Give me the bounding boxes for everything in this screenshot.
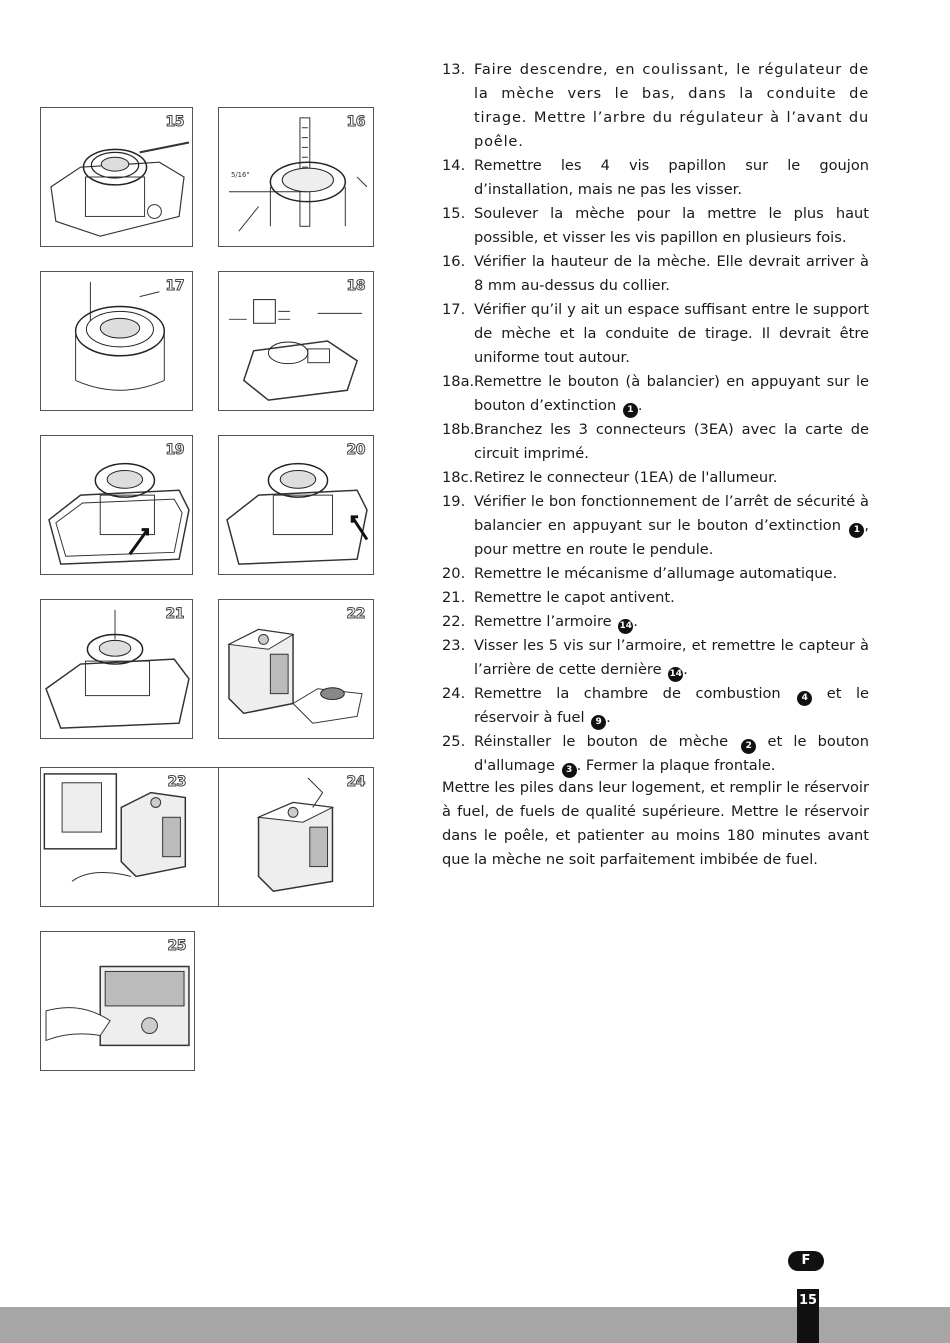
figure-number: 20	[346, 442, 365, 458]
figure-25	[40, 931, 195, 1071]
step-text-after: et le bouton d'allumage	[474, 733, 869, 774]
step-number: 22.	[442, 613, 466, 630]
step-text: Remettre le bouton (à balancier) en appuyant sur le bouton d’extinction	[474, 373, 869, 414]
step-number: 20.	[442, 565, 466, 582]
step-text: Remettre le mécanisme d’allumage automatique.	[474, 565, 838, 582]
step-text-after: .	[683, 661, 688, 678]
step-number: 25.	[442, 733, 466, 750]
step-text: Vérifier qu’il y ait un espace suffisant entre le support de mèche et la conduite de tirage. Il devrait être uniforme tout autour.	[474, 301, 869, 366]
instruction-steps	[442, 58, 869, 778]
step-text-wrap	[474, 370, 869, 418]
step-text: Réinstaller le bouton de mèche	[474, 733, 729, 750]
figure-number: 22	[346, 606, 365, 622]
step-text-wrap	[474, 610, 869, 634]
step-16	[442, 250, 869, 298]
language-badge: F	[788, 1251, 824, 1271]
step-18c	[442, 466, 869, 490]
step-14	[442, 154, 869, 202]
step-22	[442, 610, 869, 634]
step-text: Remettre l’armoire	[474, 613, 612, 630]
figure-21	[40, 599, 193, 739]
step-number: 15.	[442, 205, 466, 222]
step-number: 23.	[442, 637, 466, 654]
step-21	[442, 586, 869, 610]
step-number: 21.	[442, 589, 466, 606]
step-17	[442, 298, 869, 370]
step-text: Remettre les 4 vis papillon sur le goujon d’installation, mais ne pas les visser.	[474, 157, 869, 198]
step-23	[442, 634, 869, 682]
figure-number: 21	[165, 606, 184, 622]
step-number: 13.	[442, 61, 466, 78]
part-ref-badge: 4	[797, 691, 812, 706]
step-text: Remettre le capot antivent.	[474, 589, 675, 606]
part-ref-badge: 14	[618, 619, 633, 634]
figure-number: 24	[346, 774, 365, 790]
step-number: 19.	[442, 493, 466, 510]
step-text-after: , pour mettre en route le pendule.	[474, 517, 870, 558]
step-text: Soulever la mèche pour la mettre le plus haut possible, et visser les vis papillon en plusieurs fois.	[474, 205, 869, 246]
step-text: Faire descendre, en coulissant, le régulateur de la mèche vers le bas, dans la conduite de tirage. Mettre l’arbre du régulateur à l’avant du poêle.	[474, 61, 869, 150]
step-number: 14.	[442, 157, 466, 174]
figure-number: 23	[167, 774, 186, 790]
step-25	[442, 730, 869, 778]
part-ref-badge: 14	[668, 667, 683, 682]
step-text-after: . Fermer la plaque frontale.	[576, 757, 776, 774]
step-text: Vérifier la hauteur de la mèche. Elle devrait arriver à 8 mm au-dessus du collier.	[474, 253, 869, 294]
figure-22	[218, 599, 374, 739]
step-text: Vérifier le bon fonctionnement de l’arrêt de sécurité à balancier en appuyant sur le bouton d’extinction	[474, 493, 869, 534]
step-text: Branchez les 3 connecteurs (3EA) avec la carte de circuit imprimé.	[474, 421, 869, 462]
step-text-after: .	[606, 709, 611, 726]
step-18b	[442, 418, 869, 466]
step-number: 18b.	[442, 421, 475, 438]
step-text-after: et le réservoir à fuel	[474, 685, 869, 726]
part-ref-badge: 3	[562, 763, 577, 778]
figure-15	[40, 107, 193, 247]
figure-number: 25	[167, 938, 186, 954]
figure-17	[40, 271, 193, 411]
step-text: Visser les 5 vis sur l’armoire, et remettre le capteur à l’arrière de cette dernière	[474, 637, 869, 678]
step-number: 17.	[442, 301, 466, 318]
step-text: Retirez le connecteur (1EA) de l'allumeur.	[474, 469, 778, 486]
step-text-wrap	[474, 682, 869, 730]
step-24	[442, 682, 869, 730]
figure-19	[40, 435, 193, 575]
closing-paragraph: Mettre les piles dans leur logement, et remplir le réservoir à fuel, de fuels de qualité supérieure. Mettre le réservoir dans le poêle, et patienter au moins 180 minutes avant que la mèche ne soit parfaitement imbibée de fuel.	[442, 779, 869, 868]
step-18a	[442, 370, 869, 418]
page-number: 15	[797, 1289, 819, 1343]
part-ref-badge: 2	[741, 739, 756, 754]
step-number: 18a.	[442, 373, 475, 390]
step-text-wrap	[474, 634, 869, 682]
step-number: 18c.	[442, 469, 474, 486]
part-ref-badge: 9	[591, 715, 606, 730]
part-ref-badge: 1	[849, 523, 864, 538]
step-19	[442, 490, 869, 562]
step-number: 16.	[442, 253, 466, 270]
step-text-after: .	[637, 397, 643, 414]
step-15	[442, 202, 869, 250]
figure-20	[218, 435, 374, 575]
step-text: Remettre la chambre de combustion	[474, 685, 781, 702]
step-text-wrap	[474, 490, 869, 562]
step-text-after: .	[633, 613, 638, 630]
measure-label: 5/16"	[230, 171, 250, 179]
figure-24	[218, 767, 374, 907]
figure-number: 19	[165, 442, 184, 458]
step-number: 24.	[442, 685, 466, 702]
step-20	[442, 562, 869, 586]
figure-16	[218, 107, 374, 247]
figure-number: 18	[346, 278, 365, 294]
figure-number: 16	[346, 114, 365, 130]
figure-number: 17	[165, 278, 184, 294]
step-text-wrap	[474, 730, 869, 778]
part-ref-badge: 1	[623, 403, 638, 418]
step-13	[442, 58, 869, 154]
figure-18	[218, 271, 374, 411]
figure-number: 15	[165, 114, 184, 130]
